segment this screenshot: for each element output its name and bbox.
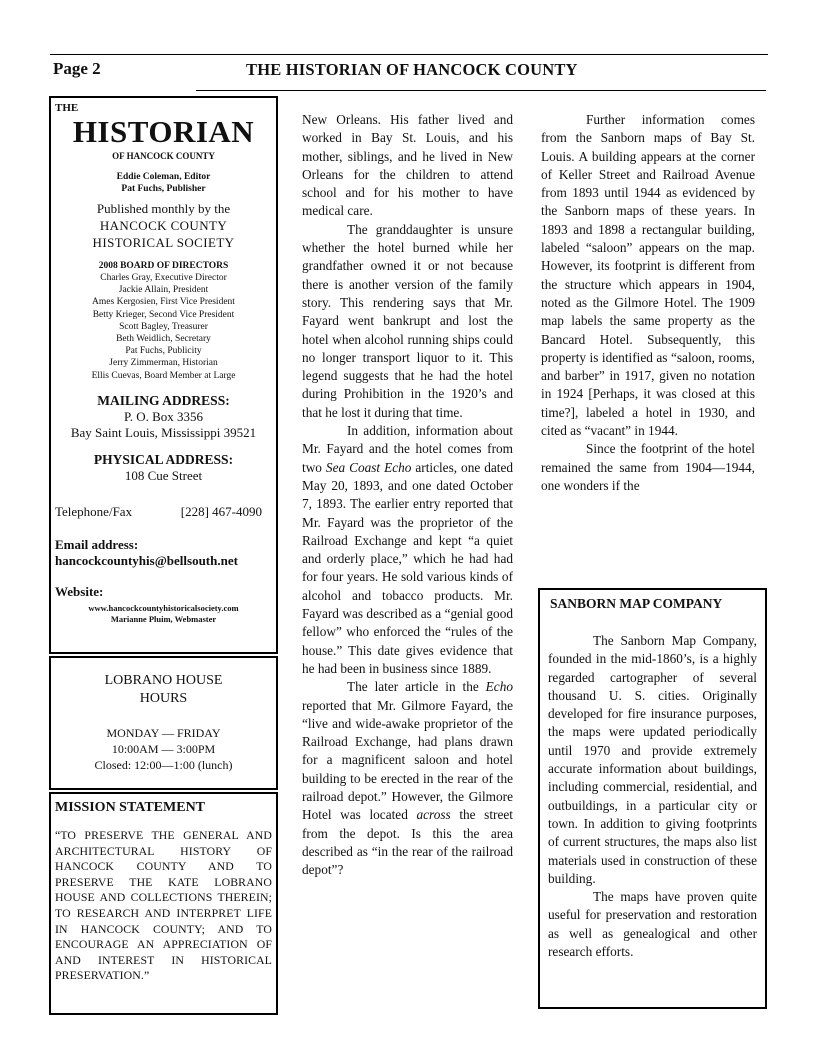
mailing-line-1: P. O. Box 3356 — [123, 408, 204, 424]
article-paragraph: The granddaughter is unsure whether the hotel burned while her grandfather owned it or not because there is another version of the family story. This rendering says that Mr. Fayard went bankrupt and lost the hotel when alcohol running ships could no longer transport liquor to it. This legend suggests that he had the hotel during Prohibition in the 1920’s and that he lost it during that time. — [302, 221, 513, 420]
phone-row — [55, 504, 272, 520]
mission-box — [49, 792, 278, 1015]
website-heading: Website: — [55, 583, 104, 599]
society-name-1: HANCOCK COUNTY — [99, 218, 228, 233]
board-member: Betty Krieger, Second Vice President — [92, 309, 235, 320]
board-member: Ellis Cuevas, Board Member at Large — [91, 370, 236, 381]
article-paragraph: Further information comes from the Sanborn maps of Bay St. Louis. A building appears at the corner of Keller Street and Railroad Avenue from 1893 until 1944 as evidenced by the Sanborn maps of these years. In 1893 and 1898 a rectangular building, labeled “saloon” appears on the map. However, its footprint is different from the structure which appears in 1904, noted as the Gilmore Hotel. The 1909 map labels the same property as the Bancard Hotel. Subsequently, this property is identified as “saloon, rooms, and barber” in 1917, given no notation in 1924 [Perhaps, it was closed at this time?], labeled a hotel in 1930, and cited as “vacant” in 1944. — [541, 112, 755, 439]
sanborn-text — [548, 632, 757, 961]
sidebar — [49, 96, 278, 1015]
board-list — [55, 272, 272, 382]
publisher: Pat Fuchs, Publisher — [121, 184, 206, 194]
article-paragraph: In addition, information about Mr. Fayard and the hotel comes from two Sea Coast Echo articles, one dated May 20, 1893, and one dated October 7, 1893. The earlier entry reported that Mr. Fayard was the proprietor of the Railroad Exchange and kept “a quiet and orderly place,” which he had had for four years. He sold various kinds of alcohol and tobacco products. Mr. Fayard was described as a “genial good fellow” who enforced the “rules of the house.” This date gives evidence that he had been in business since 1889. — [302, 423, 514, 676]
phone-label: Telephone/Fax — [55, 503, 133, 519]
board-member: Charles Gray, Executive Director — [100, 273, 227, 283]
email-address: hancockcountyhis@bellsouth.net — [55, 552, 238, 568]
email-heading: Email address: — [55, 536, 139, 552]
hours-title-2: HOURS — [139, 691, 188, 706]
article-paragraph: New Orleans. His father lived and worked in Bay St. Louis, and his mother, siblings, and he lived in New Orleans for the children to attend school and for his mother to have medical care. — [302, 112, 513, 219]
article-column-2 — [541, 111, 755, 573]
masthead-the: THE — [55, 102, 79, 114]
header-rule-top — [50, 54, 768, 55]
masthead-staff — [55, 171, 272, 195]
physical-heading: PHYSICAL ADDRESS: — [93, 451, 234, 467]
article-paragraph: Since the footprint of the hotel remained the same from 1904—1944, one wonders if the — [541, 441, 755, 493]
mission-title: MISSION STATEMENT — [55, 800, 206, 815]
sanborn-box — [538, 588, 767, 1009]
board-member: Ames Kergosien, First Vice President — [92, 297, 235, 308]
board-member: Scott Bagley, Treasurer — [119, 321, 208, 332]
editor: Eddie Coleman, Editor — [116, 172, 211, 182]
board-member: Pat Fuchs, Publicity — [125, 346, 202, 357]
hours-time: 10:00AM — 3:00PM — [111, 742, 216, 756]
masthead-title: HISTORIAN — [72, 114, 255, 149]
mission-text: “TO PRESERVE THE GENERAL AND ARCHITECTURAL HISTORY OF HANCOCK COUNTY AND TO PRESERVE THE KATE LOBRANO HOUSE AND COLLECTIONS THEREIN; TO RESEARCH AND INTERPRET LIFE IN HANCOCK COUNTY; AND TO ENCOURAGE AN APPRECIATION OF AND INTEREST IN HISTORICAL PRESERVATION.” — [55, 828, 272, 983]
hours-closed: Closed: 12:00—1:00 (lunch) — [94, 758, 233, 772]
hours-title-1: LOBRANO HOUSE — [104, 673, 223, 688]
masthead-subtitle: OF HANCOCK COUNTY — [112, 151, 215, 161]
webmaster: Marianne Pluim, Webmaster — [110, 613, 217, 624]
website-url: www.hancockcountyhistoricalsociety.com — [88, 602, 239, 613]
physical-line-1: 108 Cue Street — [124, 467, 203, 483]
masthead-box — [49, 96, 278, 654]
hours-days: MONDAY — FRIDAY — [106, 726, 221, 740]
board-member: Jerry Zimmerman, Historian — [109, 358, 218, 369]
article-paragraph: The later article in the Echo reported that Mr. Gilmore Fayard, the “live and wide-awake proprietor of the Railroad Exchange, had plans drawn for a magnificent saloon and hotel building to be erected in the rear of the railroad depot.” However, the Gilmore Hotel was located across the street from the depot. Is this the area described as “in the rear of the railroad depot”? — [302, 679, 513, 878]
published-by: Published monthly by the — [96, 201, 231, 216]
article-column-1 — [302, 111, 513, 879]
emphasis: across — [416, 807, 451, 823]
sanborn-paragraph: The maps have proven quite useful for preservation and restoration as well as genealogical and other research efforts. — [548, 889, 757, 960]
board-title: 2008 BOARD OF DIRECTORS — [98, 261, 229, 271]
newspaper-title: Echo — [485, 679, 513, 695]
hours-box — [49, 656, 278, 790]
board-member: Beth Weidlich, Secretary — [116, 334, 211, 345]
page-number: Page 2 — [53, 59, 101, 78]
phone-number: [228] 467-4090 — [180, 503, 262, 519]
newspaper-title: Sea Coast Echo — [325, 459, 412, 475]
mailing-heading: MAILING ADDRESS: — [97, 392, 230, 408]
society-name-2: HISTORICAL SOCIETY — [92, 235, 235, 250]
header-rule-bottom — [196, 90, 766, 91]
mailing-line-2: Bay Saint Louis, Mississippi 39521 — [70, 424, 257, 440]
running-title: THE HISTORIAN OF HANCOCK COUNTY — [246, 60, 578, 79]
sanborn-paragraph: The Sanborn Map Company, founded in the mid-1860’s, is a highly regarded cartographer of several thousand U. S. cities. Originally developed for fire insurance purposes, the maps were updated periodically until 1970 and provide extremely accurate information about buildings, including commercial, residential, and outbuildings, in a particular city or town. In addition to giving footprints of current structures, the maps also list materials used in construction of these building. — [548, 633, 757, 886]
board-member: Jackie Allain, President — [118, 285, 209, 296]
sanborn-title: SANBORN MAP COMPANY — [550, 596, 723, 611]
